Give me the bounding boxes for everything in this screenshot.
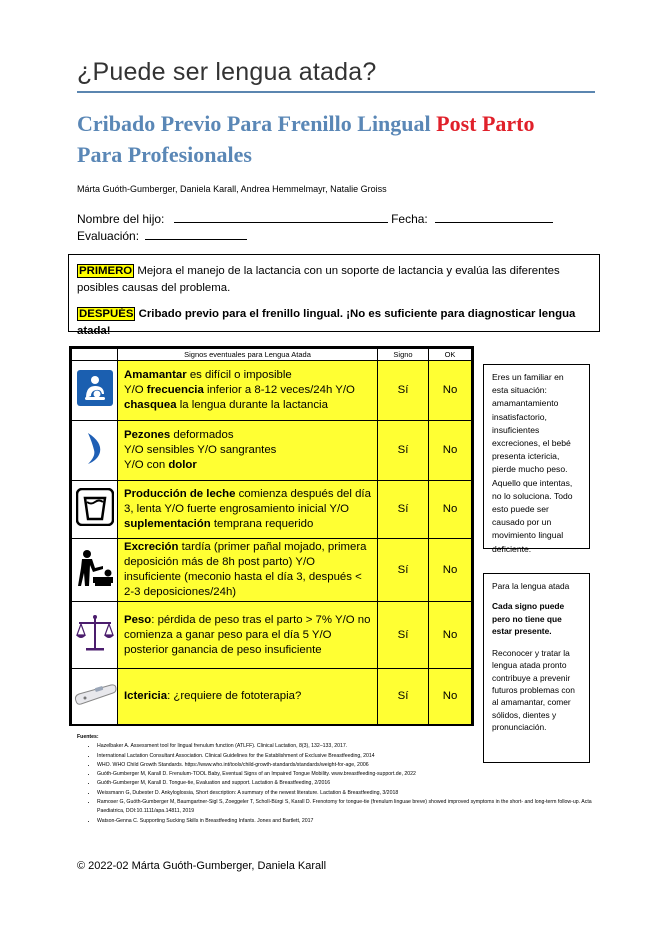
subtitle-part2: Para Profesionales [77, 142, 252, 167]
family-situation-box: Eres un familiar en esta situación: amamantamiento insatisfactorio, insuficientes excreciones, el bebé presenta ictericia, pierde mucho peso. Aquello que intentas, no lo soluciona. Todo esto puede ser causado por un movimiento lingual deficiente. [483, 364, 590, 549]
sign-text: Amamantar es difícil o imposible Y/O frecuencia inferior a 8-12 veces/24h Y/O chasquea la lengua durante la lactancia [118, 361, 378, 421]
evaluation-line[interactable] [145, 228, 247, 240]
source-item: • Watson-Genna C. Supporting Sucking Skills in Breastfeeding Infants. Jones and Bartlett, 2017 [97, 817, 617, 826]
bilirubin-meter-icon [72, 669, 118, 725]
source-item: • Ramoser G, Guóth-Gumberger M, Baumgartner-Sigl S, Zoeggeler T, Scholl-Bürgi S, Karall D. Frenotomy for tongue-tie (frenulum linguae breve) showed improved symptoms in the short- and long-term follow-up. Acta Paediatrica, DOI:10.1111/apa.14811, 2019 [97, 798, 617, 817]
diaper-change-icon [72, 539, 118, 602]
no-option[interactable]: No [429, 539, 472, 602]
child-name-field [77, 211, 553, 226]
sign-text: Producción de leche comienza después del día 3, lenta Y/O fuerte engrosamiento inicial Y/O suplementación temprana requerido [118, 481, 378, 539]
subtitle [77, 108, 637, 170]
header-sign: Signo [378, 349, 429, 361]
nipple-icon [72, 421, 118, 481]
child-name-label: Nombre del hijo: [77, 212, 165, 226]
date-label: Fecha: [391, 212, 428, 226]
date-line[interactable] [435, 211, 553, 223]
no-option[interactable]: No [429, 361, 472, 421]
sign-text: Peso: pérdida de peso tras el parto > 7% Y/O no comienza a ganar peso para el día 5 Y/O posterior ganancia de peso insuficiente [118, 602, 378, 669]
then-text: Cribado previo para el frenillo lingual. ¡No es suficiente para diagnosticar lengua atada! [77, 308, 576, 337]
signs-table [69, 346, 474, 726]
sources [77, 733, 617, 826]
yes-option[interactable]: Sí [378, 421, 429, 481]
note-bold: Cada signo puede pero no tiene que estar presente. [492, 601, 565, 636]
sign-text: Ictericia: ¿requiere de fototerapia? [118, 669, 378, 725]
table-row [72, 481, 472, 539]
header-signs: Signos eventuales para Lengua Atada [118, 349, 378, 361]
sources-title: Fuentes: [77, 734, 99, 740]
source-item: • WHO. WHO Child Growth Standards. https://www.who.int/tools/child-growth-standards/standards/weight-for-age, 2006 [97, 761, 617, 770]
note-text: Reconocer y tratar la lengua atada pronto contribuye a prevenir futuros problemas con al amamantar, comer sólidos, dientes y pronunciación. [492, 648, 575, 732]
first-text: Mejora el manejo de la lactancia con un soporte de lactancia y evalúa las diferentes posibles causas del problema. [77, 265, 560, 294]
then-tag: DESPUÉS [79, 308, 134, 320]
yes-option[interactable]: Sí [378, 361, 429, 421]
note-title: Para la lengua atada [492, 581, 570, 591]
source-item: • Guóth-Gumberger M, Karall D. Tongue-tie, Evaluation and support. Lactation & Breastfeeding, 2/2016 [97, 779, 617, 788]
authors: Márta Guóth-Gumberger, Daniela Karall, Andrea Hemmelmayr, Natalie Groiss [77, 184, 387, 194]
evaluation-field [77, 228, 247, 243]
copyright: © 2022-02 Márta Guóth-Gumberger, Daniela Karall [77, 860, 327, 872]
table-row [72, 421, 472, 481]
sign-text: Pezones deformados Y/O sensibles Y/O sangrantes Y/O con dolor [118, 421, 378, 481]
subtitle-highlight: Post Parto [436, 111, 535, 136]
table-row [72, 539, 472, 602]
header-icon-cell [72, 349, 118, 361]
header-ok: OK [429, 349, 472, 361]
sign-text: Excreción tardía (primer pañal mojado, primera deposición más de 8h post parto) Y/O insuficiente (meconio hasta el día 3, después < 2-3 deposiciones/24h) [118, 539, 378, 602]
yes-option[interactable]: Sí [378, 539, 429, 602]
yes-option[interactable]: Sí [378, 669, 429, 725]
table-row [72, 602, 472, 669]
table-row [72, 361, 472, 421]
title-divider [77, 91, 595, 93]
first-tag: PRIMERO [79, 265, 133, 277]
scale-icon [72, 602, 118, 669]
child-name-line[interactable] [174, 211, 388, 223]
no-option[interactable]: No [429, 481, 472, 539]
breastfeeding-icon [72, 361, 118, 421]
subtitle-part1: Cribado Previo Para Frenillo Lingual [77, 111, 437, 136]
instructions-box [68, 254, 600, 337]
no-option[interactable]: No [429, 669, 472, 725]
then-instruction [69, 297, 599, 340]
source-item: • Guóth-Gumberger M, Karall D. Frenulum-TOOL Baby, Eventual Signs of an Impaired Tongue Mobility. www.breastfeeding-support.de, 2022 [97, 770, 617, 779]
no-option[interactable]: No [429, 421, 472, 481]
table-row [72, 669, 472, 725]
cup-icon [72, 481, 118, 539]
yes-option[interactable]: Sí [378, 602, 429, 669]
yes-option[interactable]: Sí [378, 481, 429, 539]
no-option[interactable]: No [429, 602, 472, 669]
evaluation-label: Evaluación: [77, 229, 140, 243]
source-item: • Weissmann G, Dubester D. Ankyloglossia, Short description: A summary of the newest literature. Lactation & Breastfeeding, 3/2018 [97, 789, 617, 798]
first-instruction [69, 255, 599, 297]
source-item: • International Lactation Consultant Association. Clinical Guidelines for the Establishment of Exclusive Breastfeeding, 2014 [97, 752, 617, 761]
source-item: • Hazelbaker A. Assessment tool for lingual frenulum function (ATLFF). Clinical Lactation, 8(3), 132–133, 2017. [97, 742, 617, 751]
page-title: ¿Puede ser lengua atada? [77, 58, 377, 86]
